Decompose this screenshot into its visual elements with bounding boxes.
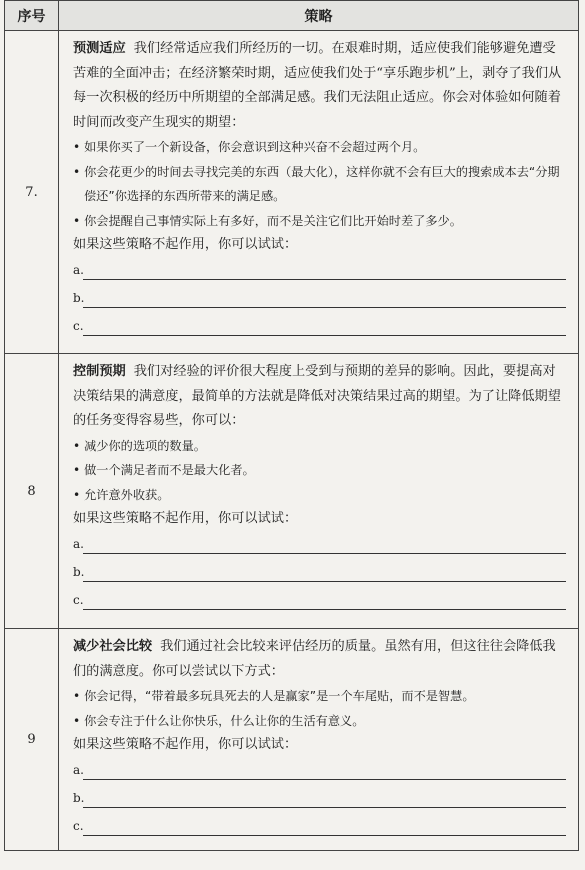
- strategy-cell: [59, 629, 579, 851]
- strategy-title: 减少社会比较: [73, 639, 153, 654]
- strategy-intro: [73, 360, 568, 434]
- answer-line-b[interactable]: b.: [73, 786, 568, 814]
- answer-line-c[interactable]: c.: [73, 588, 568, 616]
- try-text: 如果这些策略不起作用，你可以试试：: [73, 237, 298, 252]
- strategy-title: 控制预期: [73, 364, 126, 379]
- table-row: [5, 354, 579, 629]
- answer-line-a[interactable]: a.: [73, 532, 568, 560]
- header-number: 序号: [5, 1, 59, 31]
- strategy-cell: [59, 31, 579, 354]
- header-strategy: 策略: [59, 1, 579, 31]
- bullet-item: • 做一个满足者而不是最大化者。: [73, 458, 568, 483]
- bullet-item: • 如果你买了一个新设备，你会意识到这种兴奋不会超过两个月。: [73, 135, 568, 160]
- try-text: 如果这些策略不起作用，你可以试试：: [73, 737, 298, 752]
- answer-line-c[interactable]: c.: [73, 814, 568, 842]
- answer-line-b[interactable]: b.: [73, 560, 568, 588]
- bullet-item: • 你会提醒自己事情实际上有多好，而不是关注它们比开始时差了多少。: [73, 209, 568, 234]
- row-number: 7.: [5, 31, 59, 354]
- answer-line-c[interactable]: c.: [73, 314, 568, 342]
- strategy-intro: [73, 37, 568, 135]
- row-number: 9: [5, 629, 59, 851]
- strategy-cell: [59, 354, 579, 629]
- bullet-item: • 你会花更少的时间去寻找完美的东西（最大化），这样你就不会有巨大的搜索成本去“分期偿还”你选择的东西所带来的满足感。: [73, 160, 568, 209]
- try-text: 如果这些策略不起作用，你可以试试：: [73, 511, 298, 526]
- answer-line-a[interactable]: a.: [73, 258, 568, 286]
- answer-line-b[interactable]: b.: [73, 286, 568, 314]
- bullet-item: • 减少你的选项的数量。: [73, 434, 568, 459]
- table-row: [5, 31, 579, 354]
- bullet-item: • 你会专注于什么让你快乐，什么让你的生活有意义。: [73, 709, 568, 734]
- strategy-title: 预测适应: [73, 41, 126, 56]
- strategy-table: [4, 0, 579, 851]
- strategy-intro-text: 我们经常适应我们所经历的一切。在艰难时期，适应使我们能够避免遭受苦难的全面冲击；在经济繁荣时期，适应使我们处于“享乐跑步机”上，剥夺了我们从每一次积极的经历中所期望的全部满足感。我们无法阻止适应。你会对体验如何随着时间而改变产生现实的期望：: [73, 41, 562, 130]
- row-number: 8: [5, 354, 59, 629]
- bullet-item: • 允许意外收获。: [73, 483, 568, 508]
- table-header-row: [5, 1, 579, 31]
- strategy-intro: [73, 635, 568, 684]
- table-row: [5, 629, 579, 851]
- strategy-intro-text: 我们对经验的评价很大程度上受到与预期的差异的影响。因此，要提高对决策结果的满意度，最简单的方法就是降低对决策结果过高的期望。为了让降低期望的任务变得容易些，你可以：: [73, 364, 561, 428]
- strategy-intro-text: 我们通过社会比较来评估经历的质量。虽然有用，但这往往会降低我们的满意度。你可以尝试以下方式：: [73, 639, 556, 679]
- answer-line-a[interactable]: a.: [73, 758, 568, 786]
- bullet-item: • 你会记得，“带着最多玩具死去的人是赢家”是一个车尾贴，而不是智慧。: [73, 684, 568, 709]
